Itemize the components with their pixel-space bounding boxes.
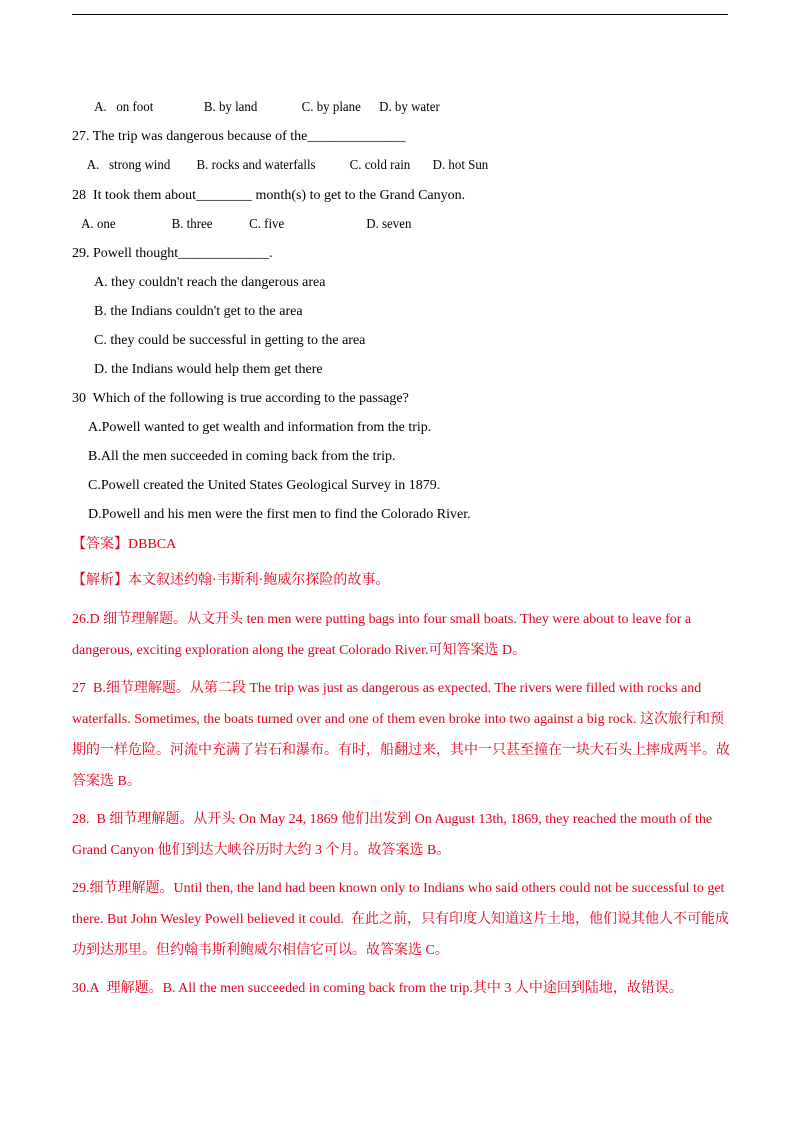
explanation-29-line-3: 功到达那里。但约翰韦斯利鲍威尔相信它可以。故答案选 C。	[72, 943, 449, 958]
explanation-27-line-3: 期的一样危险。河流中充满了岩石和瀑布。有时，船翻过来，其中一只甚至撞在一块大石头上摔成两半。故	[72, 743, 730, 758]
q27-option-b: B. rocks and waterfalls	[196, 158, 316, 173]
q28-option-c: C. five	[249, 217, 285, 232]
q27-stem: 27. The trip was dangerous because of the______________	[72, 129, 406, 144]
q27-options	[0, 157, 738, 175]
answer-key: 【答案】DBBCA	[72, 537, 177, 552]
q30-stem: 30 Which of the following is true according to the passage?	[72, 391, 409, 406]
explanation-29-line-2: there. But John Wesley Powell believed it could. 在此之前，只有印度人知道这片土地，他们说其他人不可能成	[72, 912, 729, 927]
q29-option-a: A. they couldn't reach the dangerous area	[94, 275, 326, 290]
q27-option-d: D. hot Sun	[432, 158, 489, 173]
q30-option-c: C.Powell created the United States Geological Survey in 1879.	[88, 478, 441, 493]
q27-option-a: A. strong wind	[86, 158, 171, 173]
q28-option-b: B. three	[171, 217, 213, 232]
q26-option-d: D. by water	[379, 100, 440, 115]
q29-option-d: D. the Indians would help them get there	[94, 362, 323, 377]
q28-option-d: D. seven	[366, 217, 412, 232]
q28-option-a: A. one	[81, 217, 116, 232]
q30-option-d: D.Powell and his men were the first men to find the Colorado River.	[88, 507, 471, 522]
q28-options	[0, 216, 738, 234]
analysis-summary: 【解析】本文叙述约翰·韦斯利·鲍威尔探险的故事。	[72, 573, 390, 588]
q29-stem: 29. Powell thought_____________.	[72, 246, 273, 261]
explanation-28-line-1: 28. B 细节理解题。从开头 On May 24, 1869 他们出发到 On August 13th, 1869, they reached the mouth of the	[72, 812, 713, 827]
header-rule	[72, 14, 728, 15]
explanation-27-line-2: waterfalls. Sometimes, the boats turned over and one of them even broke into two against a big rock. 这次旅行和预	[72, 712, 725, 727]
explanation-28-line-2: Grand Canyon 他们到达大峡谷历时大约 3 个月。故答案选 B。	[72, 843, 451, 858]
q26-option-b: B. by land	[203, 100, 258, 115]
explanation-27-line-4: 答案选 B。	[72, 774, 141, 789]
q27-option-c: C. cold rain	[349, 158, 411, 173]
explanation-27-line-1: 27 B.细节理解题。从第二段 The trip was just as dangerous as expected. The rivers were filled with rocks and	[72, 681, 702, 696]
q26-option-a: A. on foot	[94, 100, 154, 115]
explanation-26-line-1: 26.D 细节理解题。从文开头 ten men were putting bags into four small boats. They were about to leave for a	[72, 612, 692, 627]
q26-option-c: C. by plane	[301, 100, 361, 115]
explanation-26-line-2: dangerous, exciting exploration along the great Colorado River.可知答案选 D。	[72, 643, 527, 658]
q28-stem: 28 It took them about________ month(s) to get to the Grand Canyon.	[72, 188, 466, 203]
q26-options	[0, 99, 738, 117]
q29-option-c: C. they could be successful in getting to the area	[94, 333, 366, 348]
q29-option-b: B. the Indians couldn't get to the area	[94, 304, 303, 319]
q30-option-b: B.All the men succeeded in coming back from the trip.	[88, 449, 396, 464]
explanation-29-line-1: 29.细节理解题。Until then, the land had been known only to Indians who said others could not be successful to get	[72, 881, 725, 896]
explanation-30-line-1: 30.A 理解题。B. All the men succeeded in coming back from the trip.其中 3 人中途回到陆地，故错误。	[72, 981, 683, 996]
q30-option-a: A.Powell wanted to get wealth and information from the trip.	[88, 420, 432, 435]
